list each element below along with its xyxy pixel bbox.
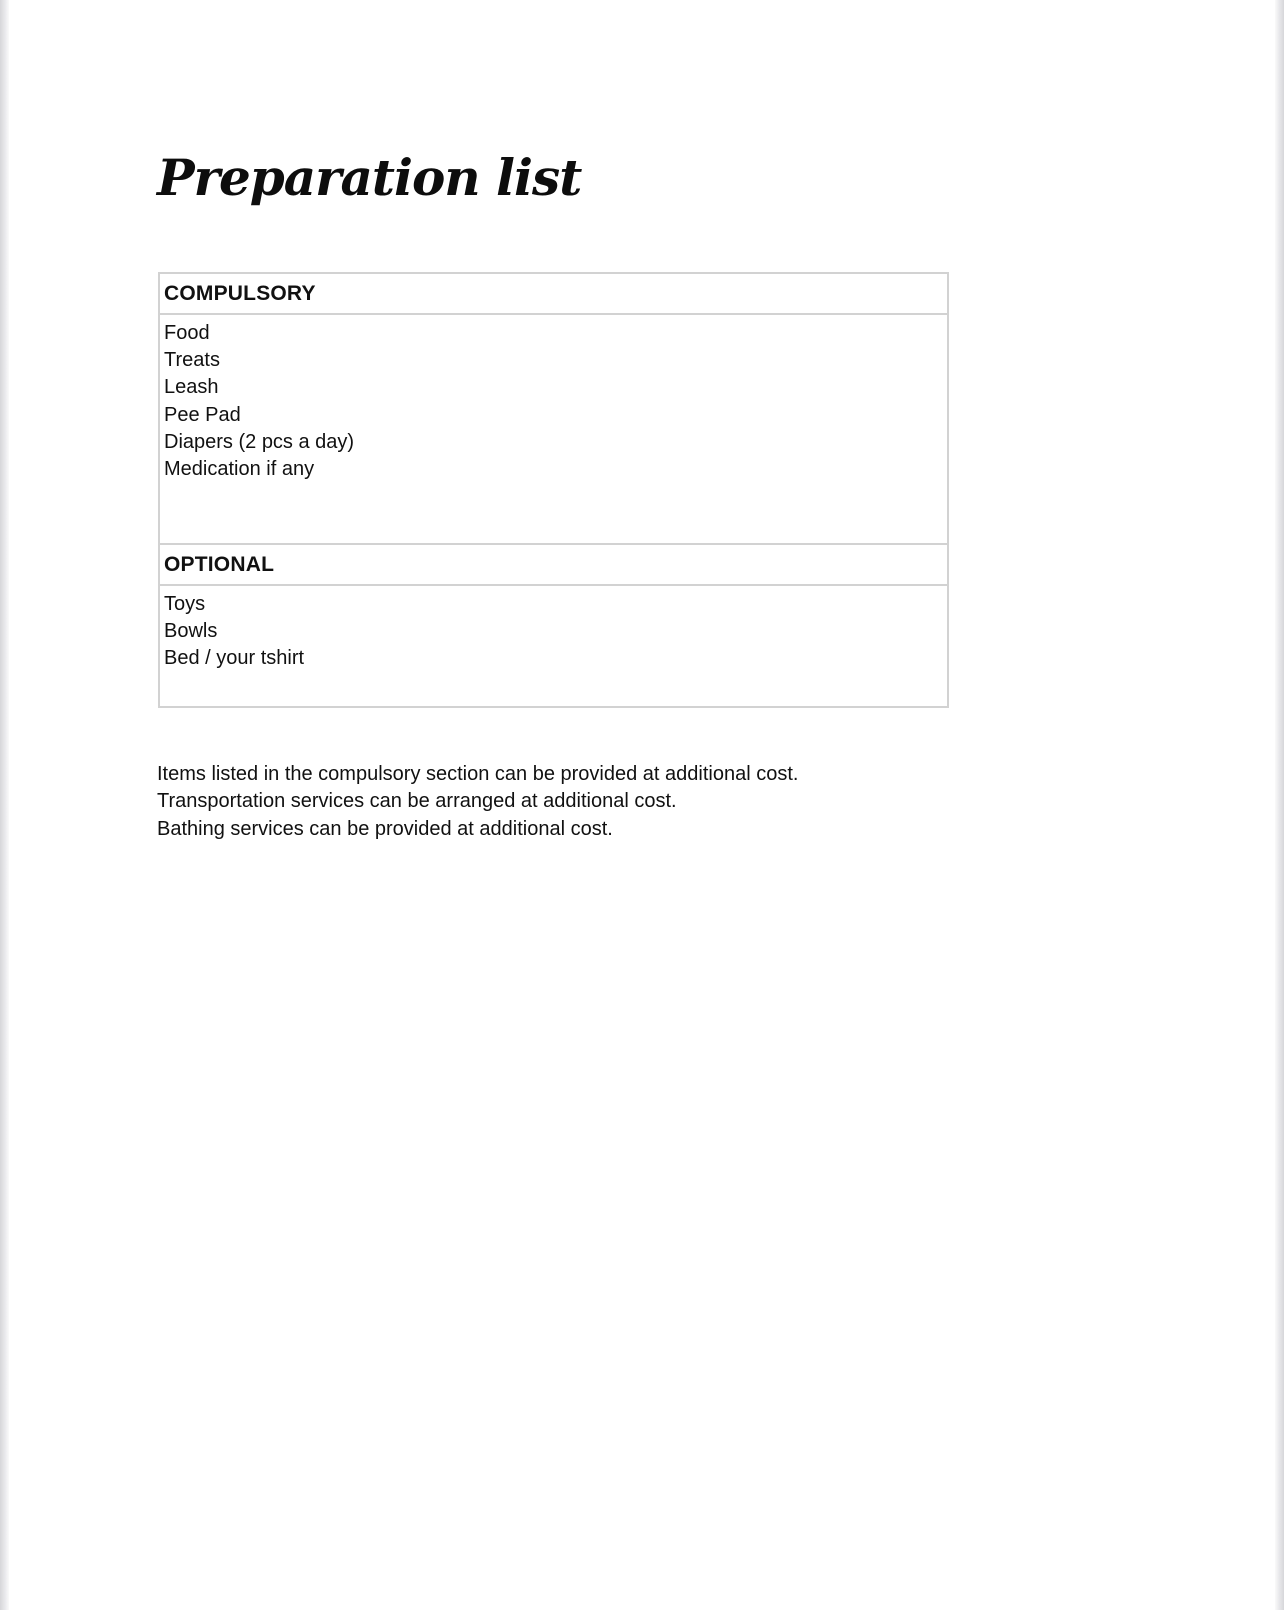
optional-body-row (159, 585, 948, 707)
compulsory-item: Leash (164, 376, 219, 399)
compulsory-item: Pee Pad (164, 403, 241, 426)
compulsory-header-row (159, 273, 948, 314)
compulsory-body-row (159, 314, 948, 544)
page-edge-right (1275, 0, 1284, 1610)
optional-item: Bowls (164, 620, 218, 643)
optional-header-row (159, 544, 948, 585)
note-line: Bathing services can be provided at additional cost. (157, 817, 613, 840)
preparation-table (158, 272, 949, 708)
optional-item: Toys (164, 593, 206, 615)
compulsory-item: Treats (164, 349, 220, 372)
notes-section (157, 761, 798, 843)
optional-list (159, 585, 948, 707)
compulsory-item: Food (164, 322, 210, 344)
note-line: Items listed in the compulsory section can be provided at additional cost. (157, 763, 799, 785)
compulsory-heading: COMPULSORY (159, 273, 948, 314)
compulsory-item: Medication if any (164, 458, 315, 481)
document-page (9, 0, 1275, 1610)
page-edge-left (0, 0, 9, 1610)
page-title: Preparation list (157, 148, 582, 207)
optional-heading: OPTIONAL (159, 544, 948, 585)
note-line: Transportation services can be arranged at additional cost. (157, 790, 677, 813)
compulsory-item: Diapers (2 pcs a day) (164, 430, 355, 453)
compulsory-list (159, 314, 948, 544)
optional-item: Bed / your tshirt (164, 647, 305, 670)
